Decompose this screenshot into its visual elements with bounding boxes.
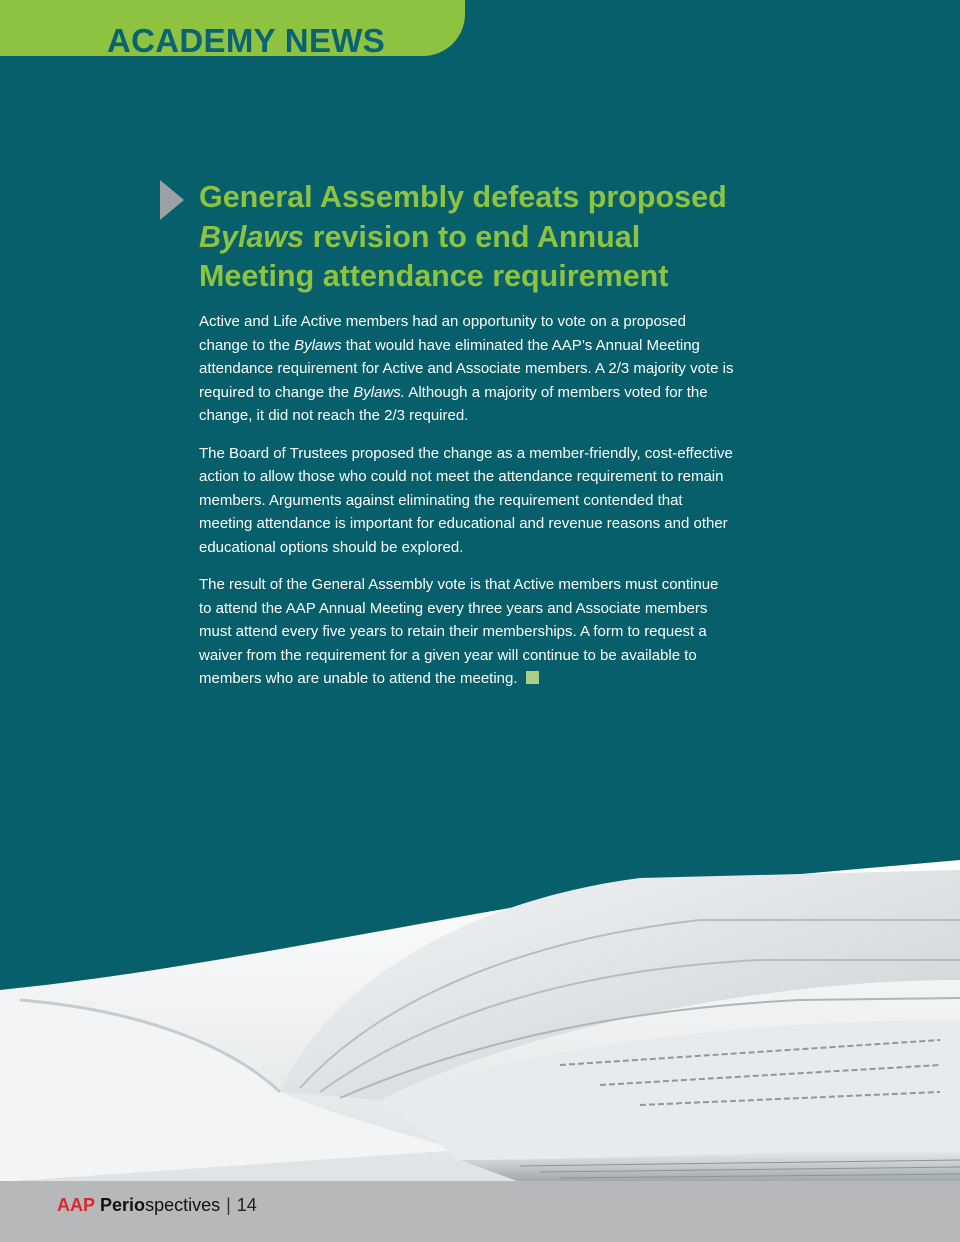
- paragraph-1-italic-1: Bylaws: [294, 336, 342, 354]
- article-body: [199, 310, 734, 705]
- footer-brand: [57, 1193, 257, 1217]
- page-number: 14: [236, 1195, 257, 1215]
- paragraph-1-text-b: that would have eliminated the AAP’s Annual Meeting attendance requirement for Active and Associate members. A 2/3 majority vote is required to change the: [199, 336, 734, 401]
- article-paragraph-1: [199, 310, 734, 428]
- paragraph-3-text: The result of the General Assembly vote is that Active members must continue to attend the AAP Annual Meeting every three years and Associate members must attend every five years to retain their memberships. A form to request a waiver from the requirement for a given year will continue to be available to members who are unable to attend the meeting.: [199, 576, 719, 687]
- triangle-marker-icon: [160, 180, 184, 220]
- headline-part1: General Assembly defeats proposed: [199, 180, 727, 214]
- headline-italic: Bylaws: [199, 219, 305, 254]
- footer-brand-perio: Perio: [100, 1195, 146, 1215]
- article-headline: [199, 178, 739, 297]
- article-paragraph-3: [199, 573, 734, 691]
- paragraph-1-text-c: Although a majority of members voted for the change, it did not reach the 2/3 required.: [199, 383, 708, 424]
- paragraph-1-italic-2: Bylaws.: [353, 383, 405, 401]
- paragraph-1-text-a: Active and Life Active members had an opportunity to vote on a proposed change to the: [199, 313, 686, 354]
- section-title: ACADEMY NEWS: [107, 22, 386, 56]
- footer-brand-aap: AAP: [57, 1195, 96, 1215]
- article-paragraph-2: The Board of Trustees proposed the change as a member-friendly, cost-effective action to allow those who could not meet the attendance requirement to remain members. Arguments against eliminating the requirement contended that meeting attendance is important for educational and revenue reasons and other educational options should be explored.: [199, 444, 733, 556]
- footer-separator: |: [226, 1195, 231, 1215]
- end-of-article-square-icon: [526, 671, 539, 684]
- headline-part2: revision to end Annual Meeting attendance requirement: [199, 219, 669, 293]
- footer-brand-spectives: spectives: [145, 1195, 221, 1215]
- open-book-image: [0, 860, 960, 1182]
